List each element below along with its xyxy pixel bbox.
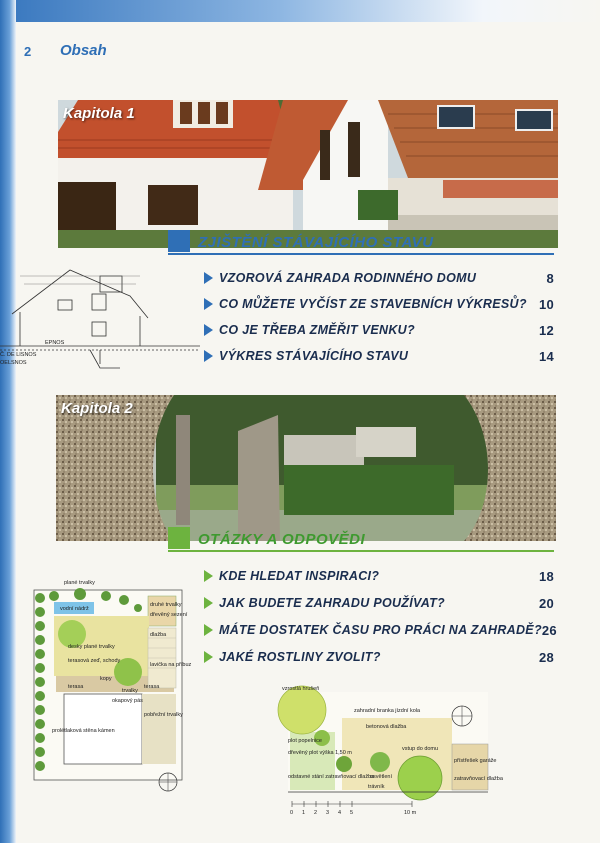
scale-label: 10 m [404,810,417,816]
section-label: zatravňovací dlažba [454,776,503,782]
bullet-arrow-icon [204,350,213,362]
bullet-arrow-icon [204,324,213,336]
toc-item-1-2[interactable] [204,294,554,314]
bullet-arrow-icon [204,597,213,609]
toc-item-page: 18 [538,568,554,584]
garden-plan-drawing [28,576,192,796]
chapter-1-label: Kapitola 1 [63,105,135,122]
chapter-1-heading-rule [168,253,554,255]
garden-plan-label: terasa [68,684,84,690]
section-label: dřevěný plot výška 1,50 m [288,750,352,756]
toc-item-1-3[interactable] [204,320,554,340]
bullet-arrow-icon [204,570,213,582]
scale-label: 3 [326,810,330,816]
garden-section-drawing [262,682,503,817]
garden-plan-label: plané trvalky [64,580,95,586]
section-label: betonová dlažba [366,724,407,730]
toc-item-2-2[interactable] [204,593,554,613]
bullet-arrow-icon [204,651,213,663]
toc-item-page: 10 [538,296,554,312]
toc-item-page: 20 [538,595,554,611]
garden-plan-label: kopy [100,676,112,682]
section-label: odstavné stání zatravňovací dlažba [288,774,375,780]
toc-item-title: VÝKRES STÁVAJÍCÍHO STAVU [219,349,409,363]
house-drawing-label: OELSNOS [0,360,27,366]
toc-item-2-3[interactable] [204,620,557,640]
section-label: plot popelnice [288,738,322,744]
toc-item-page: 12 [538,322,554,338]
scale-label: 4 [338,810,342,816]
garden-plan-label: prolétlaková stěna kámen [52,728,115,734]
chapter-1-accent-square [168,230,190,252]
scale-label: 5 [350,810,354,816]
section-label: vstup do domu [402,746,439,752]
chapter-1-photo [58,100,558,248]
toc-item-title: JAK BUDETE ZAHRADU POUŽÍVAT? [219,596,445,610]
toc-item-page: 28 [538,649,554,665]
page-spine-stripe [0,0,16,843]
garden-plan-label: dlažba [150,632,167,638]
toc-item-page: 26 [541,622,557,638]
toc-item-title: VZOROVÁ ZAHRADA RODINNÉHO DOMU [219,271,477,285]
bullet-arrow-icon [204,298,213,310]
house-drawing-label: EPNOS [45,340,65,346]
toc-item-page: 14 [538,348,554,364]
toc-item-title: MÁTE DOSTATEK ČASU PRO PRÁCI NA ZAHRADĚ? [219,623,542,637]
page-number: 2 [24,44,32,59]
scale-label: 0 [290,810,294,816]
chapter-1-heading-text: ZJIŠTĚNÍ STÁVAJÍCÍHO STAVU [198,234,434,251]
garden-plan-label: pobřežní trvalky [144,712,183,718]
chapter-2-accent-square [168,527,190,549]
garden-plan-label: okapový pás [112,698,143,704]
section-label: trávník [368,784,385,790]
bullet-arrow-icon [204,624,213,636]
scale-label: 2 [314,810,318,816]
chapter-2-label: Kapitola 2 [61,400,133,417]
section-label: zahradní branka jízdní kola [354,708,421,714]
page-title: Obsah [60,42,107,59]
section-label: přístřešek garáže [454,758,497,764]
toc-item-title: KDE HLEDAT INSPIRACI? [219,569,380,583]
scale-label: 1 [302,810,306,816]
toc-item-2-4[interactable] [204,647,554,667]
chapter-1-heading [168,230,434,252]
chapter-2-heading [168,527,365,549]
toc-item-page: 8 [546,270,554,286]
section-label: vzrostlá hrušeň [282,686,320,692]
garden-plan-label: dřevěný sezení [150,612,188,618]
garden-plan-label: druhé trvalky [150,602,182,608]
garden-plan-label: vodní nádrž [60,606,89,612]
toc-item-1-1[interactable] [204,268,554,288]
toc-item-title: JAKÉ ROSTLINY ZVOLIT? [219,650,381,664]
garden-plan-label: terasa [144,684,160,690]
house-drawing-label: Č. DE LISNOS [0,352,37,358]
garden-plan-label: desky plané trvalky [68,644,115,650]
chapter-2-heading-rule [168,550,554,552]
chapter-2-heading-text: OTÁZKY A ODPOVĚDI [198,531,366,548]
toc-item-title: CO MŮŽETE VYČÍST ZE STAVEBNÍCH VÝKRESŮ? [219,297,527,311]
garden-plan-label: terasová zeď, schody [68,658,121,664]
header-gradient-bar [16,0,600,22]
toc-item-title: CO JE TŘEBA ZMĚŘIT VENKU? [219,323,415,337]
house-elevation-drawing [0,266,200,376]
toc-item-2-1[interactable] [204,566,554,586]
garden-plan-label: lavička na příbuz [150,662,192,668]
garden-plan-label: trvalky [122,688,138,694]
toc-item-1-4[interactable] [204,346,554,366]
section-label: osvětlení [370,774,393,780]
bullet-arrow-icon [204,272,213,284]
